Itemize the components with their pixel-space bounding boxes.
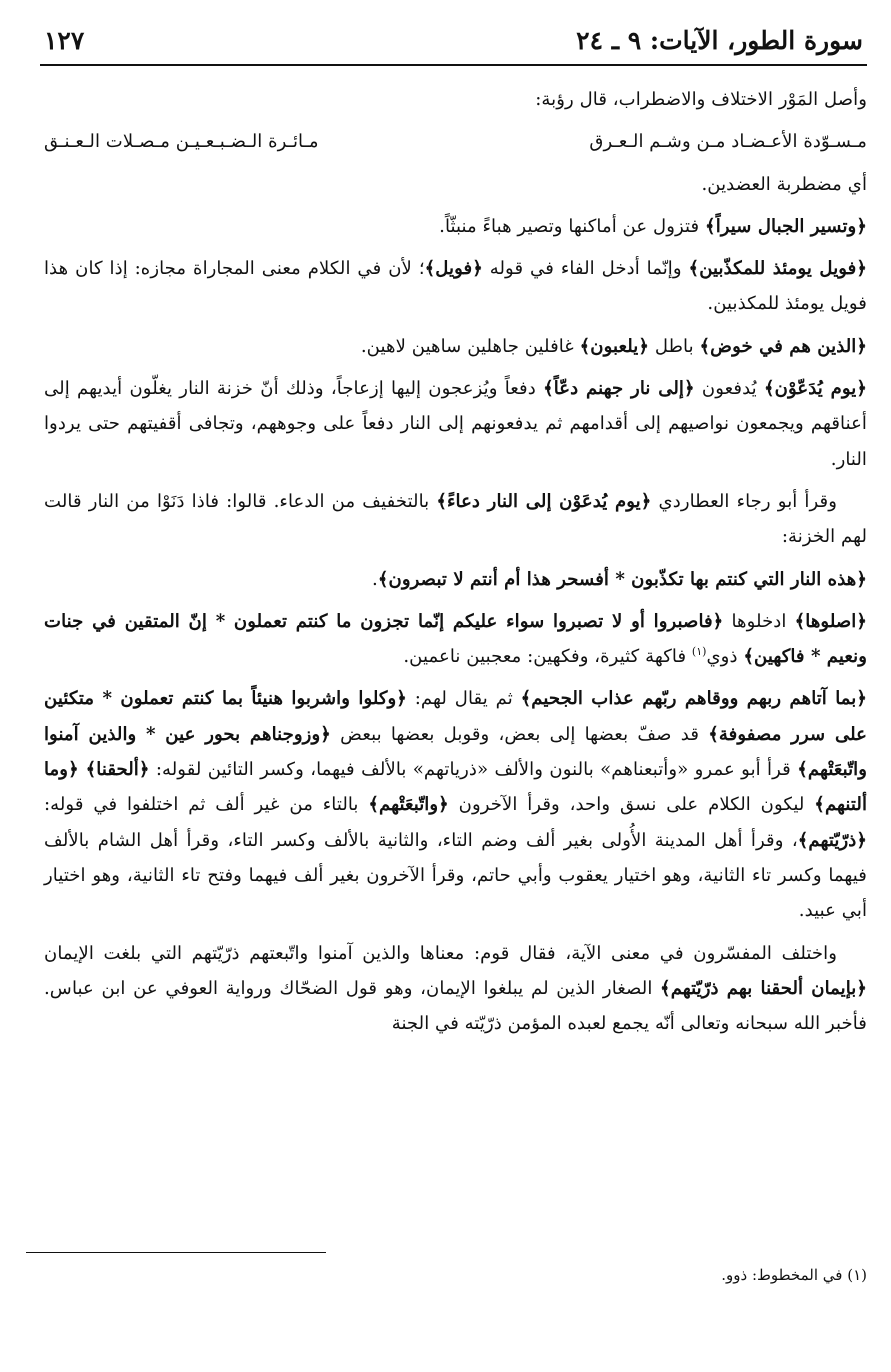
commentary-text: وإنّما أدخل الفاء في قوله [482, 258, 689, 280]
quran-verse: ﴿واتّبعَتْهم﴾ [368, 794, 449, 816]
commentary-text: بالتاء من غير ألف ثم اختلفوا في قوله: [44, 794, 369, 816]
commentary-text: ؛ لأن في الكلام معنى المجاراة مجازه: إذا كان هذا فويل يومئذ للمكذبين. [44, 258, 867, 315]
commentary-text: واختلف المفسّرون في معنى الآية، فقال قوم: معناها والذين آمنوا واتّبعتهم ذرّيّتهم التي بلغت الإيمان [44, 942, 837, 964]
paragraph [44, 936, 867, 1042]
paragraph [44, 329, 867, 364]
commentary-text: باطل [649, 335, 700, 357]
page-number: ١٢٧ [44, 26, 85, 55]
quran-verse: ﴿فاصبروا أو لا تصبروا سواء عليكم إنّما تجزون ما كنتم تعملون * إنّ المتقين في جنات ونعيم * فاكهين﴾ [44, 610, 867, 668]
quran-verse: ﴿وكلوا واشربوا هنيئاً بما كنتم تعملون * متكئين على سرر مصفوفة﴾ [44, 688, 867, 745]
quran-verse: ﴿بإيمان ألحقنا بهم ذرّيّتهم﴾ [660, 977, 868, 999]
commentary-text: ذوي [706, 646, 744, 668]
quran-verse: ﴿ألحقنا﴾ ﴿وما ألتنهم﴾ [44, 759, 867, 816]
poem-hemistich: مـائـرة الـضـبـعـيـن مـصـلات الـعـنـق [44, 131, 319, 153]
footnote-marker: (١) [691, 645, 707, 659]
paragraph [44, 604, 867, 675]
surah-title: سورة الطور، الآيات: ٩ ـ ٢٤ [576, 26, 863, 55]
footnote: (١) في المخطوط: ذوو. [721, 1266, 867, 1284]
quran-verse: ﴿فويل يومئذ للمكذّبين﴾ [688, 258, 867, 280]
commentary-text: . [372, 568, 378, 590]
page-header [40, 20, 867, 66]
paragraph [44, 251, 867, 322]
commentary-text: فتزول عن أماكنها وتصير هباءً منبثّاً. [439, 215, 706, 237]
quran-verse: ﴿فويل﴾ [424, 258, 483, 280]
commentary-text: غافلين جاهلين ساهين لاهين. [360, 335, 580, 357]
quran-verse: ﴿وزوجناهم بحور عين * والذين آمنوا واتّبعَتْهم﴾ [44, 723, 867, 781]
commentary-text: ثم يقال لهم: [406, 688, 521, 710]
paragraph [44, 167, 867, 202]
page-body [44, 82, 867, 1048]
poem-verse [44, 124, 867, 159]
commentary-text: دفعاً ويُزعجون إليها إزعاجاً، وذلك أنّ خزنة النار يغلّون أيديهم إلى أعناقهم ويجمعون نواصيهم إلى أقدامهم ثم يدفعونهم إلى النار دفعاً على وجوههم، وتجافى أقفيتهم حتى يردوا النار. [44, 378, 867, 470]
quran-verse: ﴿يوم يُدَعّوْن﴾ [763, 378, 867, 400]
poem-hemistich: مـسـوّدة الأعـضـاد مـن وشـم الـعـرق [589, 131, 867, 153]
footnote-divider [26, 1252, 326, 1253]
commentary-text: قد صفّ بعضها إلى بعض، وقوبل بعضها ببعض [330, 723, 709, 745]
quran-verse: ﴿اصلوها﴾ [794, 610, 867, 632]
quran-verse: ﴿وتسير الجبال سيراً﴾ [705, 215, 867, 237]
quran-verse: ﴿هذه النار التي كنتم بها تكذّبون * أفسحر هذا أم أنتم لا تبصرون﴾ [377, 568, 867, 590]
quran-verse: ﴿بما آتاهم ربهم ووقاهم ربّهم عذاب الجحيم﴾ [520, 688, 867, 710]
commentary-text: وأصل المَوْر الاختلاف والاضطراب، قال رؤبة: [535, 89, 867, 110]
paragraph [44, 371, 867, 477]
commentary-text: ليكون الكلام على نسق واحد، وقرأ الآخرون [448, 794, 815, 816]
commentary-text: أي مضطربة العضدين. [701, 173, 867, 195]
commentary-text: يُدفعون [694, 378, 764, 400]
paragraph [44, 562, 867, 597]
commentary-text: فاكهة كثيرة، وفكهين: معجبين ناعمين. [403, 646, 692, 668]
paragraph [44, 82, 867, 117]
quran-verse: ﴿يلعبون﴾ [579, 335, 650, 357]
quran-verse: ﴿إلى نار جهنم دعّاً﴾ [543, 378, 695, 400]
quran-verse: ﴿يوم يُدعَوْن إلى النار دعاءً﴾ [436, 490, 652, 512]
commentary-text: ادخلوها [723, 610, 795, 632]
paragraph [44, 681, 867, 928]
commentary-text: بالتخفيف من الدعاء. قالوا: فاذا دَنَوْا من النار قالت لهم الخزنة: [44, 490, 867, 548]
paragraph [44, 484, 867, 555]
quran-verse: ﴿ذرّيّتهم﴾ [797, 829, 867, 851]
quran-verse: ﴿الذين هم في خوض﴾ [699, 335, 867, 357]
paragraph [44, 209, 867, 244]
commentary-text: قرأ أبو عمرو «وأتبعناهم» بالنون والألف «ذرياتهم» بالألف فيهما، وكسر التائين لقوله: [149, 759, 798, 781]
commentary-text: وقرأ أبو رجاء العطاردي [651, 490, 837, 512]
commentary-text: ، وقرأ أهل المدينة الأُولى بغير ألف وضم التاء، والثانية بالألف وكسر التاء، وقرأ أهل الشام بالألف فيهما وكسر تاء الثانية، وهو اختيار يعقوب وأبي حاتم، وقرأ الآخرون بغير ألف فيهما وفتح تاء الثانية، وهو اختيار أبي عبيد. [44, 829, 867, 922]
commentary-text: الصغار الذين لم يبلغوا الإيمان، وهو قول الضحّاك ورواية العوفي عن ابن عباس. فأخبر الله سبحانه وتعالى أنّه يجمع لعبده المؤمن ذرّيّته في الجنة [44, 977, 867, 1035]
